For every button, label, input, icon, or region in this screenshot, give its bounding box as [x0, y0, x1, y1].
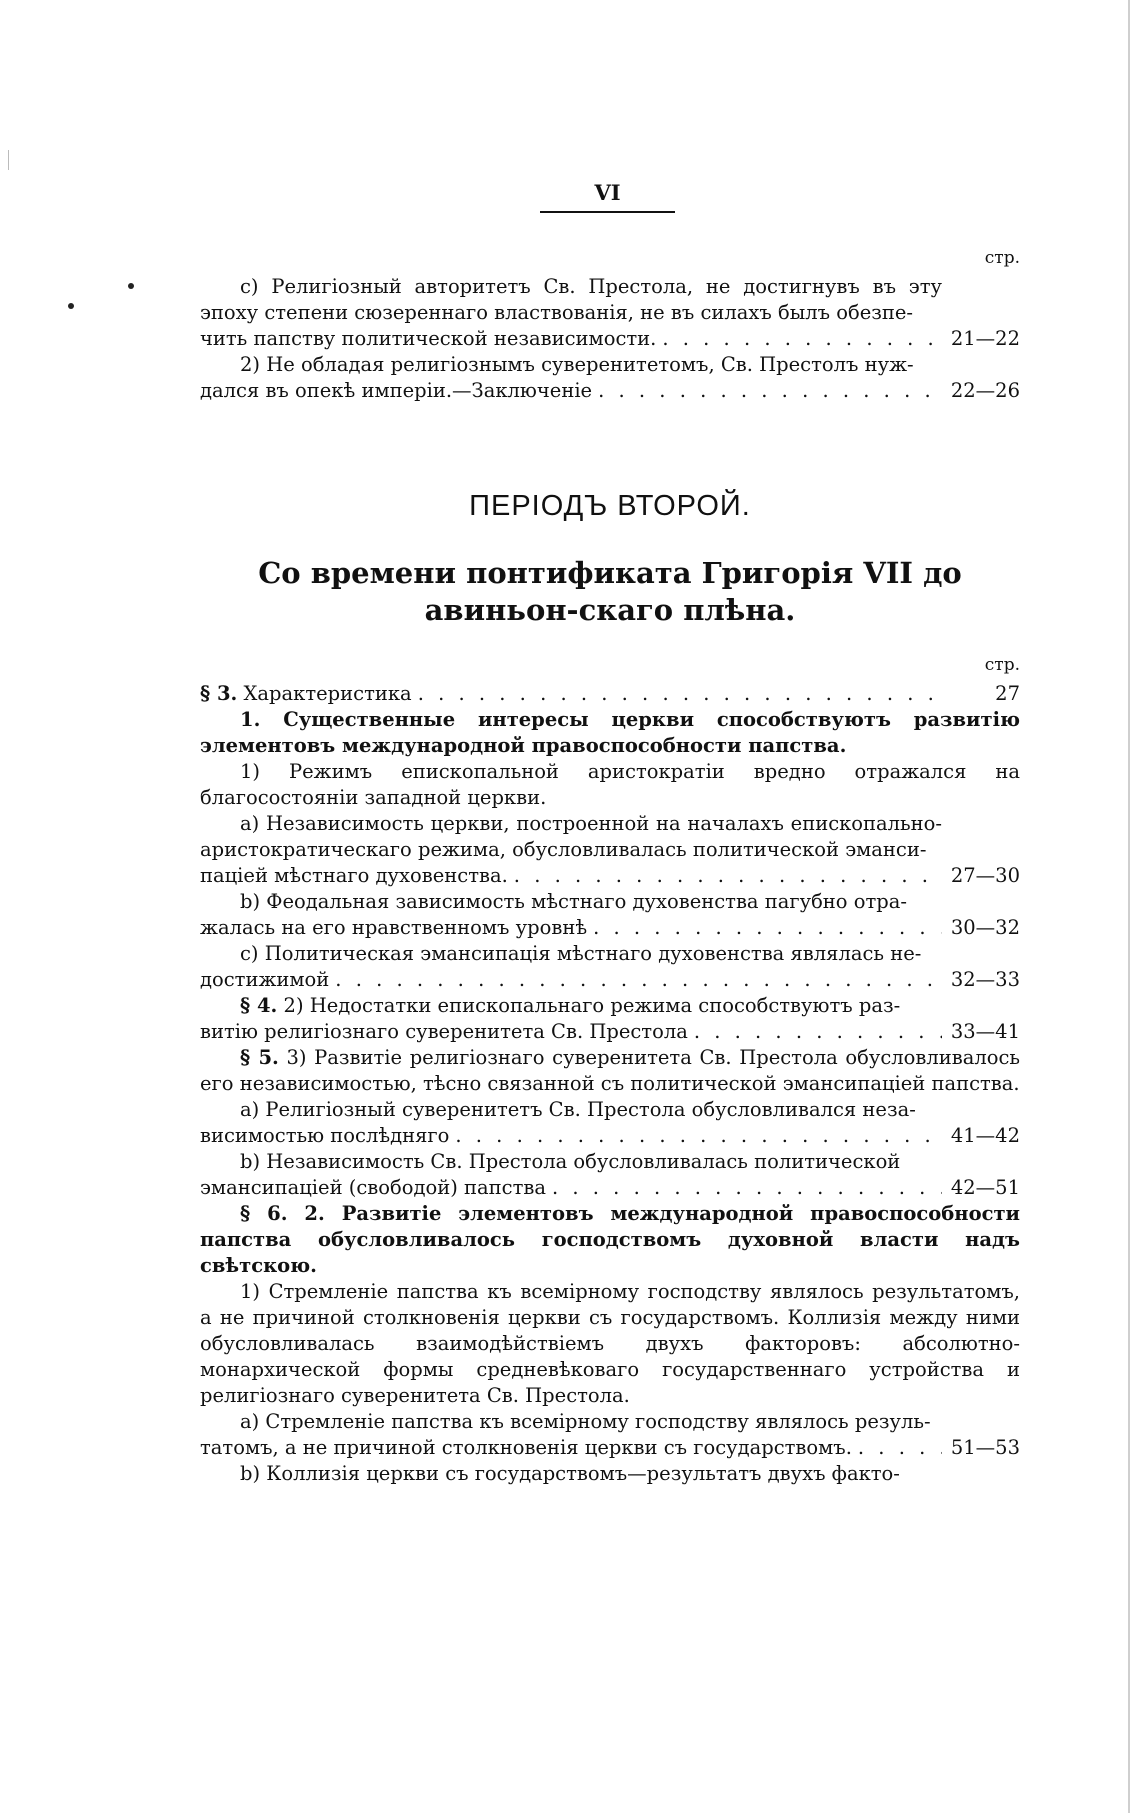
- toc-entry: § 6. 2. Развитіе элементовъ международной правоспособности папства обусловливалось господствомъ духовной власти надъ свѣтскою.: [200, 1202, 1020, 1277]
- page-range: 22—26: [950, 379, 1020, 402]
- toc-entry: a) Религіозный суверенитетъ Св. Престола обусловливался неза- висимостью послѣдняго . . . 41—42: [200, 1097, 1020, 1149]
- page-range: 51—53: [950, 1436, 1020, 1459]
- section-mark: § 3.: [200, 682, 238, 705]
- toc-entry: § 4. 2) Недостатки епископальнаго режима способствуютъ раз- витію религіознаго суверенитета Св. Престола . . . 33—41: [200, 993, 1020, 1045]
- toc-entry: § 3. Характеристика . . . 27: [200, 681, 1020, 707]
- page-range: 21—22: [950, 327, 1020, 350]
- scan-dot: [128, 283, 134, 289]
- toc-entry: 1. Существенные интересы церкви способствуютъ развитію элементовъ международной правоспособности папства.: [200, 708, 1020, 757]
- section-mark: § 5.: [240, 1046, 279, 1069]
- pages-column-label: стр.: [984, 248, 1020, 268]
- toc-bottom-block: [200, 655, 1020, 1487]
- page-range: 30—32: [950, 916, 1020, 939]
- page-range: 32—33: [950, 968, 1020, 991]
- section-mark: § 6.: [240, 1202, 288, 1225]
- scan-mark: [8, 150, 9, 170]
- page-range: 27: [995, 682, 1020, 705]
- toc-entry: c) Религіозный авторитетъ Св. Престола, не достигнувъ въ эту эпоху степени сюзереннаго властвованія, не въ силахъ былъ обезпе- чить папству политической независимости. . . . 21—22: [200, 274, 1020, 352]
- header-rule: [540, 211, 675, 213]
- toc-entry: a) Стремленіе папства къ всемірному господству являлось резуль- татомъ, а не причиной столкновенія церкви съ государствомъ. . . . 51—53: [200, 1409, 1020, 1461]
- toc-entry: 1) Режимъ епископальной аристократіи вредно отражался на благосостояніи западной церкви.: [200, 760, 1020, 809]
- toc-entry: b) Коллизія церкви съ государствомъ—результатъ двухъ факто-: [240, 1462, 900, 1485]
- page-range: 41—42: [950, 1124, 1020, 1147]
- toc-entry: b) Феодальная зависимость мѣстнаго духовенства пагубно отра- жалась на его нравственномъ уровнѣ . . . 30—32: [200, 889, 1020, 941]
- toc-entry: 1) Стремленіе папства къ всемірному господству являлось результатомъ, а не причиной столкновенія церкви съ государствомъ. Коллизія между ними обусловливалась взаимодѣйствіемъ двухъ факторовъ: абсолютно-монархической формы средневѣковаго государственнаго устройства и религіознаго суверенитета Св. Престола.: [200, 1280, 1020, 1407]
- scan-edge: [1128, 0, 1130, 1813]
- section-mark: § 4.: [240, 994, 278, 1017]
- page-range: 33—41: [950, 1020, 1020, 1043]
- toc-entry: b) Независимость Св. Престола обусловливалась политической эмансипаціей (свободой) папства . . . 42—51: [200, 1149, 1020, 1201]
- toc-top-block: [200, 248, 1020, 404]
- toc-entry: 2) Не обладая религіознымъ суверенитетомъ, Св. Престолъ нуж- дался въ опекѣ имперіи.—Заключеніе . . . 22—26: [200, 352, 1020, 404]
- toc-entry: § 5. 3) Развитіе религіознаго суверенитета Св. Престола обусловливалось его независимостью, тѣсно связанной съ политической эмансипаціей папства.: [200, 1046, 1020, 1095]
- period-subtitle: Со времени понтификата Григорія VII до авиньон-скаго плѣна.: [258, 556, 962, 627]
- toc-entry: a) Независимость церкви, построенной на началахъ епископально-аристократическаго режима, обусловливалась политической эманси- паціей мѣстнаго духовенства. . . . 27—30: [200, 811, 1020, 889]
- pages-column-label: стр.: [984, 655, 1020, 675]
- page-range: 42—51: [950, 1176, 1020, 1199]
- period-heading: ПЕРІОДЪ ВТОРОЙ.: [469, 490, 751, 522]
- toc-entry: c) Политическая эмансипація мѣстнаго духовенства являлась не- достижимой . . . 32—33: [200, 941, 1020, 993]
- page-range: 27—30: [950, 864, 1020, 887]
- page-number: VI: [594, 180, 621, 205]
- scan-dot: [68, 303, 74, 309]
